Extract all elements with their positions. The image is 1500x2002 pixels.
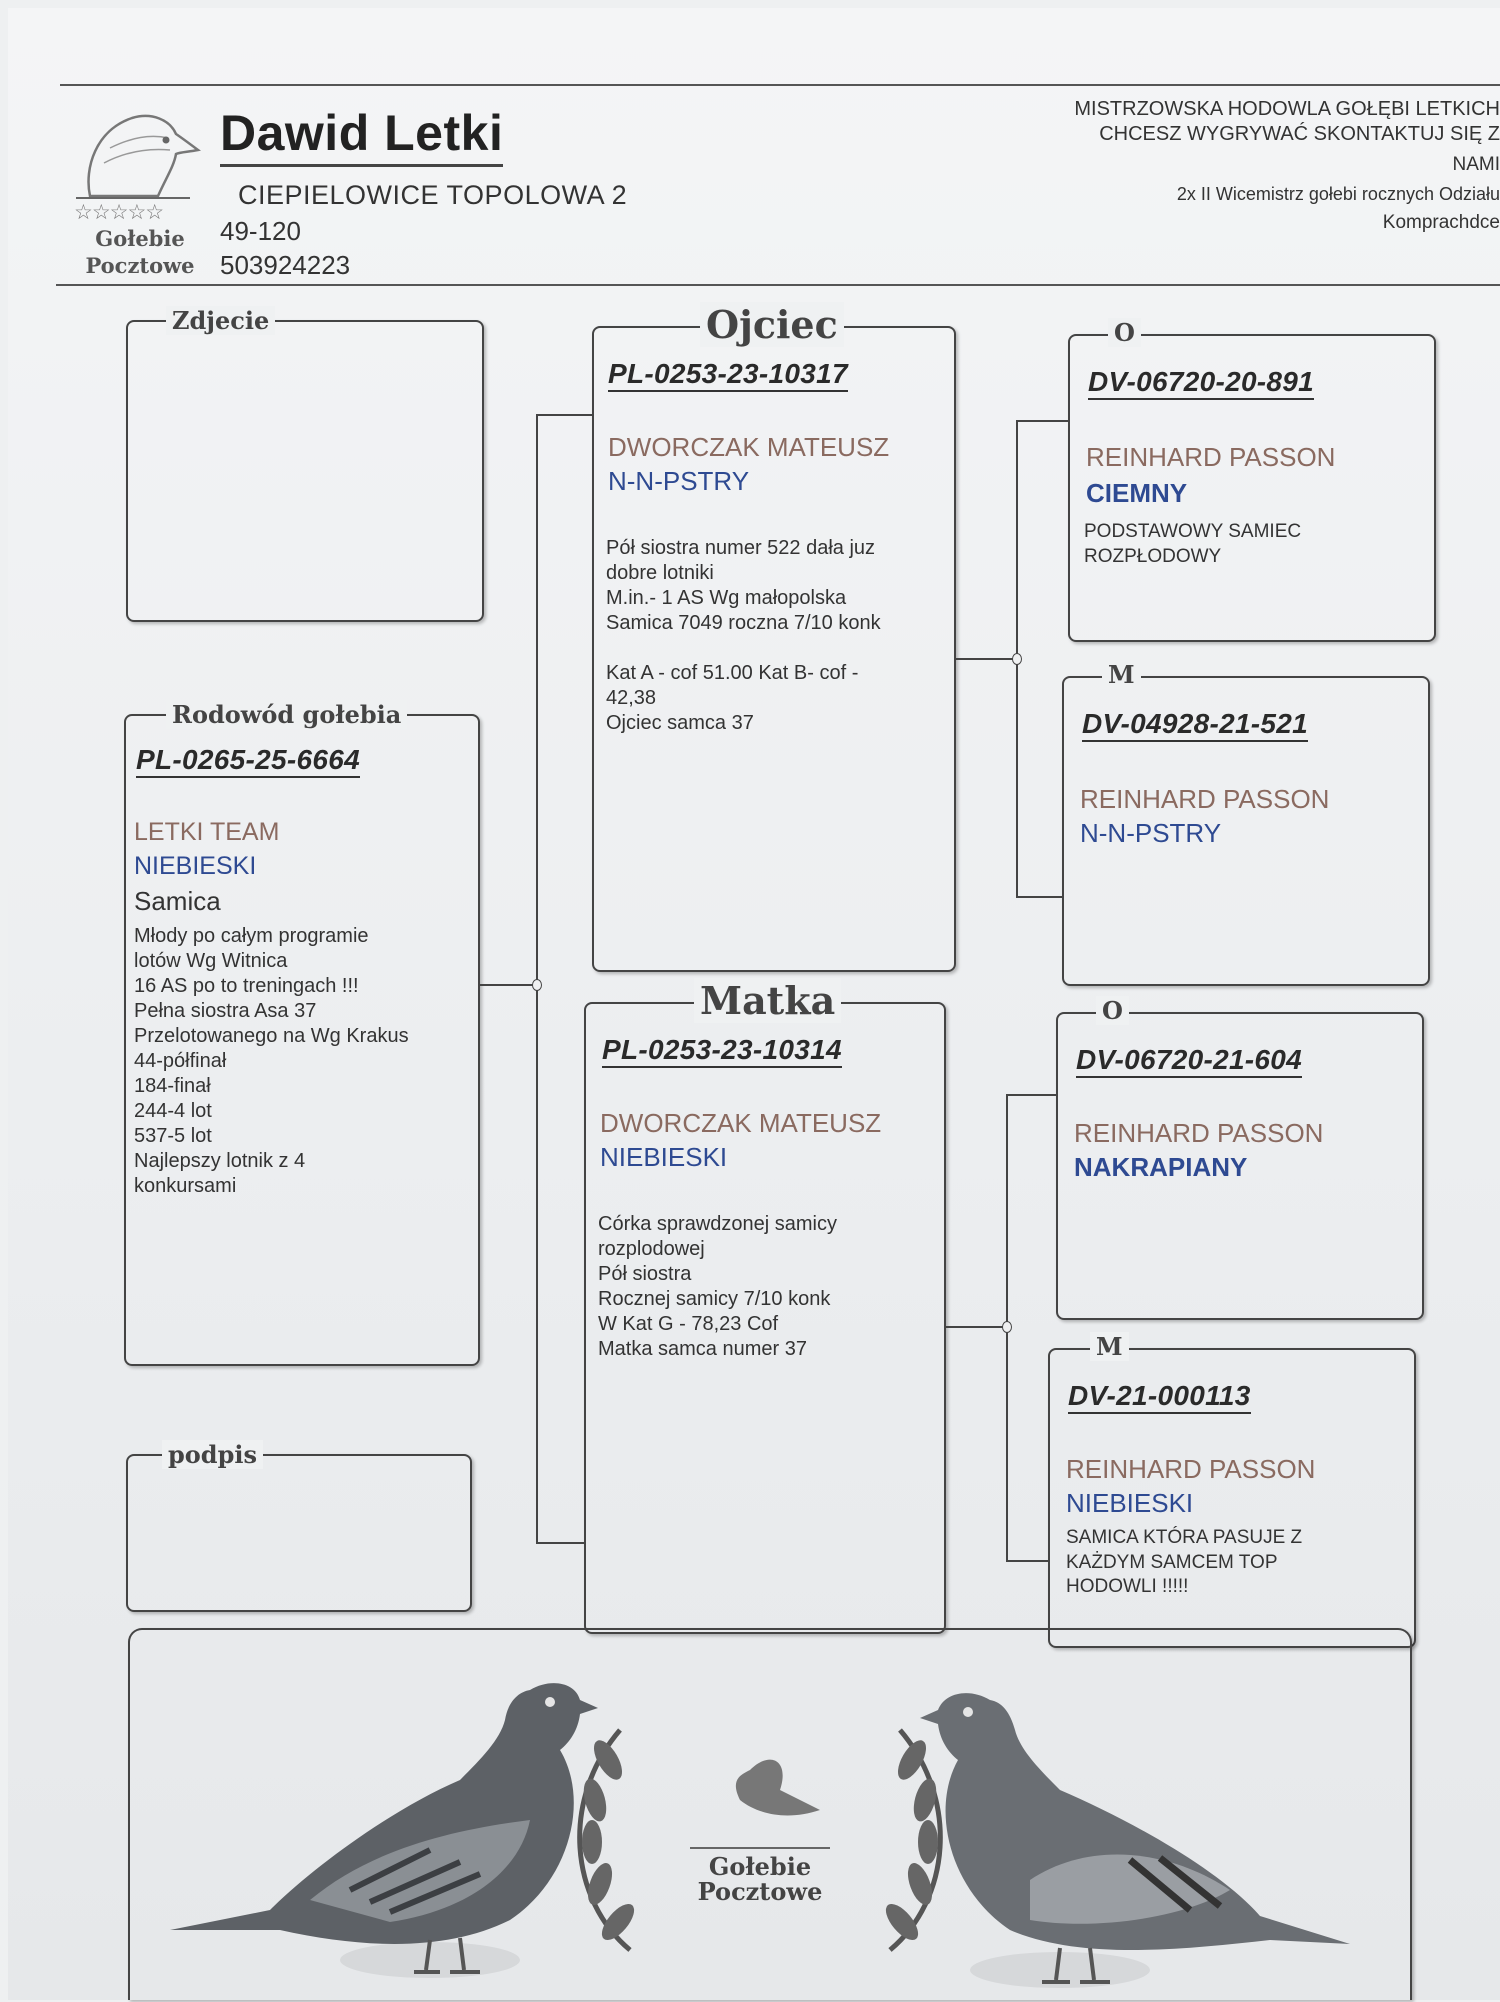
mother-father-ring: DV-06720-21-604 (1076, 1044, 1302, 1078)
note-line: ROZPŁODOWY (1084, 545, 1301, 570)
note-line: Pół siostra numer 522 dała juz (606, 536, 881, 561)
logo-text-line2: Pocztowe (70, 253, 210, 278)
photo-legend: Zdjecie (166, 306, 275, 335)
header-achievement-1: 2x II Wicemistrz gołebi rocznych Odziału (1177, 184, 1500, 205)
laurel-emblem-icon (580, 1730, 941, 1950)
header-slogan-1: MISTRZOWSKA HODOWLA GOŁĘBI LETKICH (1074, 98, 1500, 121)
note-line: SAMICA KTÓRA PASUJE Z (1066, 1526, 1302, 1551)
emblem-text-line2: Pocztowe (698, 1877, 823, 1906)
father-father-ring: DV-06720-20-891 (1088, 366, 1314, 400)
father-notes (606, 536, 881, 736)
emblem-text-line1: Gołebie (709, 1852, 811, 1881)
father-mother-legend: M (1102, 660, 1141, 689)
note-line: 537-5 lot (134, 1124, 409, 1149)
connector-dot (1012, 653, 1022, 665)
note-line: Matka samca numer 37 (598, 1337, 837, 1362)
note-line: M.in.- 1 AS Wg małopolska (606, 586, 881, 611)
connector (1016, 896, 1062, 898)
owner-name: Dawid Letki (220, 104, 503, 167)
note-line: 244-4 lot (134, 1099, 409, 1124)
owner-zip: 49-120 (220, 216, 301, 247)
photo-box (126, 320, 484, 622)
connector (1006, 1560, 1048, 1562)
subject-ring-number: PL-0265-25-6664 (136, 744, 360, 778)
father-mother-ring: DV-04928-21-521 (1082, 708, 1308, 742)
note-line: PODSTAWOWY SAMIEC (1084, 520, 1301, 545)
father-ring-number: PL-0253-23-10317 (608, 358, 848, 392)
note-line: Najlepszy lotnik z 4 (134, 1149, 409, 1174)
connector-dot (532, 979, 542, 991)
note-line: Młody po całym programie (134, 924, 409, 949)
logo-stars: ☆☆☆☆☆ (74, 200, 163, 225)
mother-mother-legend: M (1090, 1332, 1129, 1361)
connector (536, 414, 592, 416)
note-line: Pełna siostra Asa 37 (134, 999, 409, 1024)
note-line: Ojciec samca 37 (606, 711, 881, 736)
pigeon-illustrations (130, 1630, 1414, 2002)
header-top-rule (60, 84, 1500, 86)
logo-text-line1: Gołebie (70, 226, 210, 251)
note-line: Kat A - cof 51.00 Kat B- cof - (606, 661, 881, 686)
note-line: Przelotowanego na Wg Krakus (134, 1024, 409, 1049)
right-pigeon-icon (920, 1693, 1350, 1988)
mother-mother-ring: DV-21-000113 (1068, 1380, 1251, 1414)
mother-father-breeder: REINHARD PASSON (1074, 1118, 1323, 1149)
father-father-notes (1084, 520, 1301, 569)
pedigree-sheet (8, 8, 1500, 2000)
subject-legend: Rodowód gołebia (166, 700, 407, 729)
note-line (606, 636, 881, 661)
connector (480, 984, 538, 986)
mother-breeder: DWORCZAK MATEUSZ (600, 1108, 881, 1139)
note-line: 16 AS po to treningach !!! (134, 974, 409, 999)
owner-address: CIEPIELOWICE TOPOLOWA 2 (238, 180, 627, 211)
pigeon-head-icon (70, 108, 210, 203)
father-breeder: DWORCZAK MATEUSZ (608, 432, 889, 463)
note-line: 184-finał (134, 1074, 409, 1099)
father-legend: Ojciec (700, 302, 844, 347)
father-father-color: CIEMNY (1086, 478, 1187, 509)
mother-legend: Matka (694, 978, 841, 1023)
connector (946, 1326, 1008, 1328)
connector (1006, 1094, 1056, 1096)
owner-phone: 503924223 (220, 250, 350, 281)
mother-mother-color: NIEBIESKI (1066, 1488, 1193, 1519)
father-color: N-N-PSTRY (608, 466, 749, 497)
left-pigeon-icon (170, 1683, 598, 1978)
note-line: KAŻDYM SAMCEM TOP (1066, 1551, 1302, 1576)
father-mother-breeder: REINHARD PASSON (1080, 784, 1329, 815)
header-slogan-3: NAMI (1453, 154, 1500, 176)
note-line: W Kat G - 78,23 Cof (598, 1312, 837, 1337)
mother-notes (598, 1212, 837, 1362)
note-line: konkursami (134, 1174, 409, 1199)
mother-father-legend: O (1096, 996, 1129, 1025)
subject-sex: Samica (134, 886, 221, 917)
header-bottom-rule (56, 284, 1500, 286)
pigeon-logo (70, 108, 210, 283)
decorative-footer-panel (128, 1628, 1412, 2000)
note-line: Rocznej samicy 7/10 konk (598, 1287, 837, 1312)
father-father-breeder: REINHARD PASSON (1086, 442, 1335, 473)
signature-box (126, 1454, 472, 1612)
header-achievement-2: Komprachdce (1383, 212, 1500, 234)
mother-father-color: NAKRAPIANY (1074, 1152, 1247, 1183)
note-line: dobre lotniki (606, 561, 881, 586)
note-line: rozplodowej (598, 1237, 837, 1262)
father-father-legend: O (1108, 318, 1141, 347)
subject-notes (134, 924, 409, 1199)
mother-mother-breeder: REINHARD PASSON (1066, 1454, 1315, 1485)
connector-dot (1002, 1321, 1012, 1333)
note-line: Córka sprawdzonej samicy (598, 1212, 837, 1237)
note-line: HODOWLI !!!!! (1066, 1575, 1302, 1600)
father-mother-color: N-N-PSTRY (1080, 818, 1221, 849)
note-line: lotów Wg Witnica (134, 949, 409, 974)
mother-mother-notes (1066, 1526, 1302, 1600)
connector (536, 1542, 584, 1544)
header-slogan-2: CHCESZ WYGRYWAĆ SKONTAKTUJ SIĘ Z (1099, 123, 1500, 146)
mother-ring-number: PL-0253-23-10314 (602, 1034, 842, 1068)
note-line: 44-półfinał (134, 1049, 409, 1074)
subject-breeder: LETKI TEAM (134, 818, 279, 847)
note-line: Pół siostra (598, 1262, 837, 1287)
connector (956, 658, 1018, 660)
subject-color: NIEBIESKI (134, 852, 256, 881)
signature-legend: podpis (162, 1440, 263, 1469)
mother-color: NIEBIESKI (600, 1142, 727, 1173)
note-line: 42,38 (606, 686, 881, 711)
connector (1016, 420, 1068, 422)
note-line: Samica 7049 roczna 7/10 konk (606, 611, 881, 636)
